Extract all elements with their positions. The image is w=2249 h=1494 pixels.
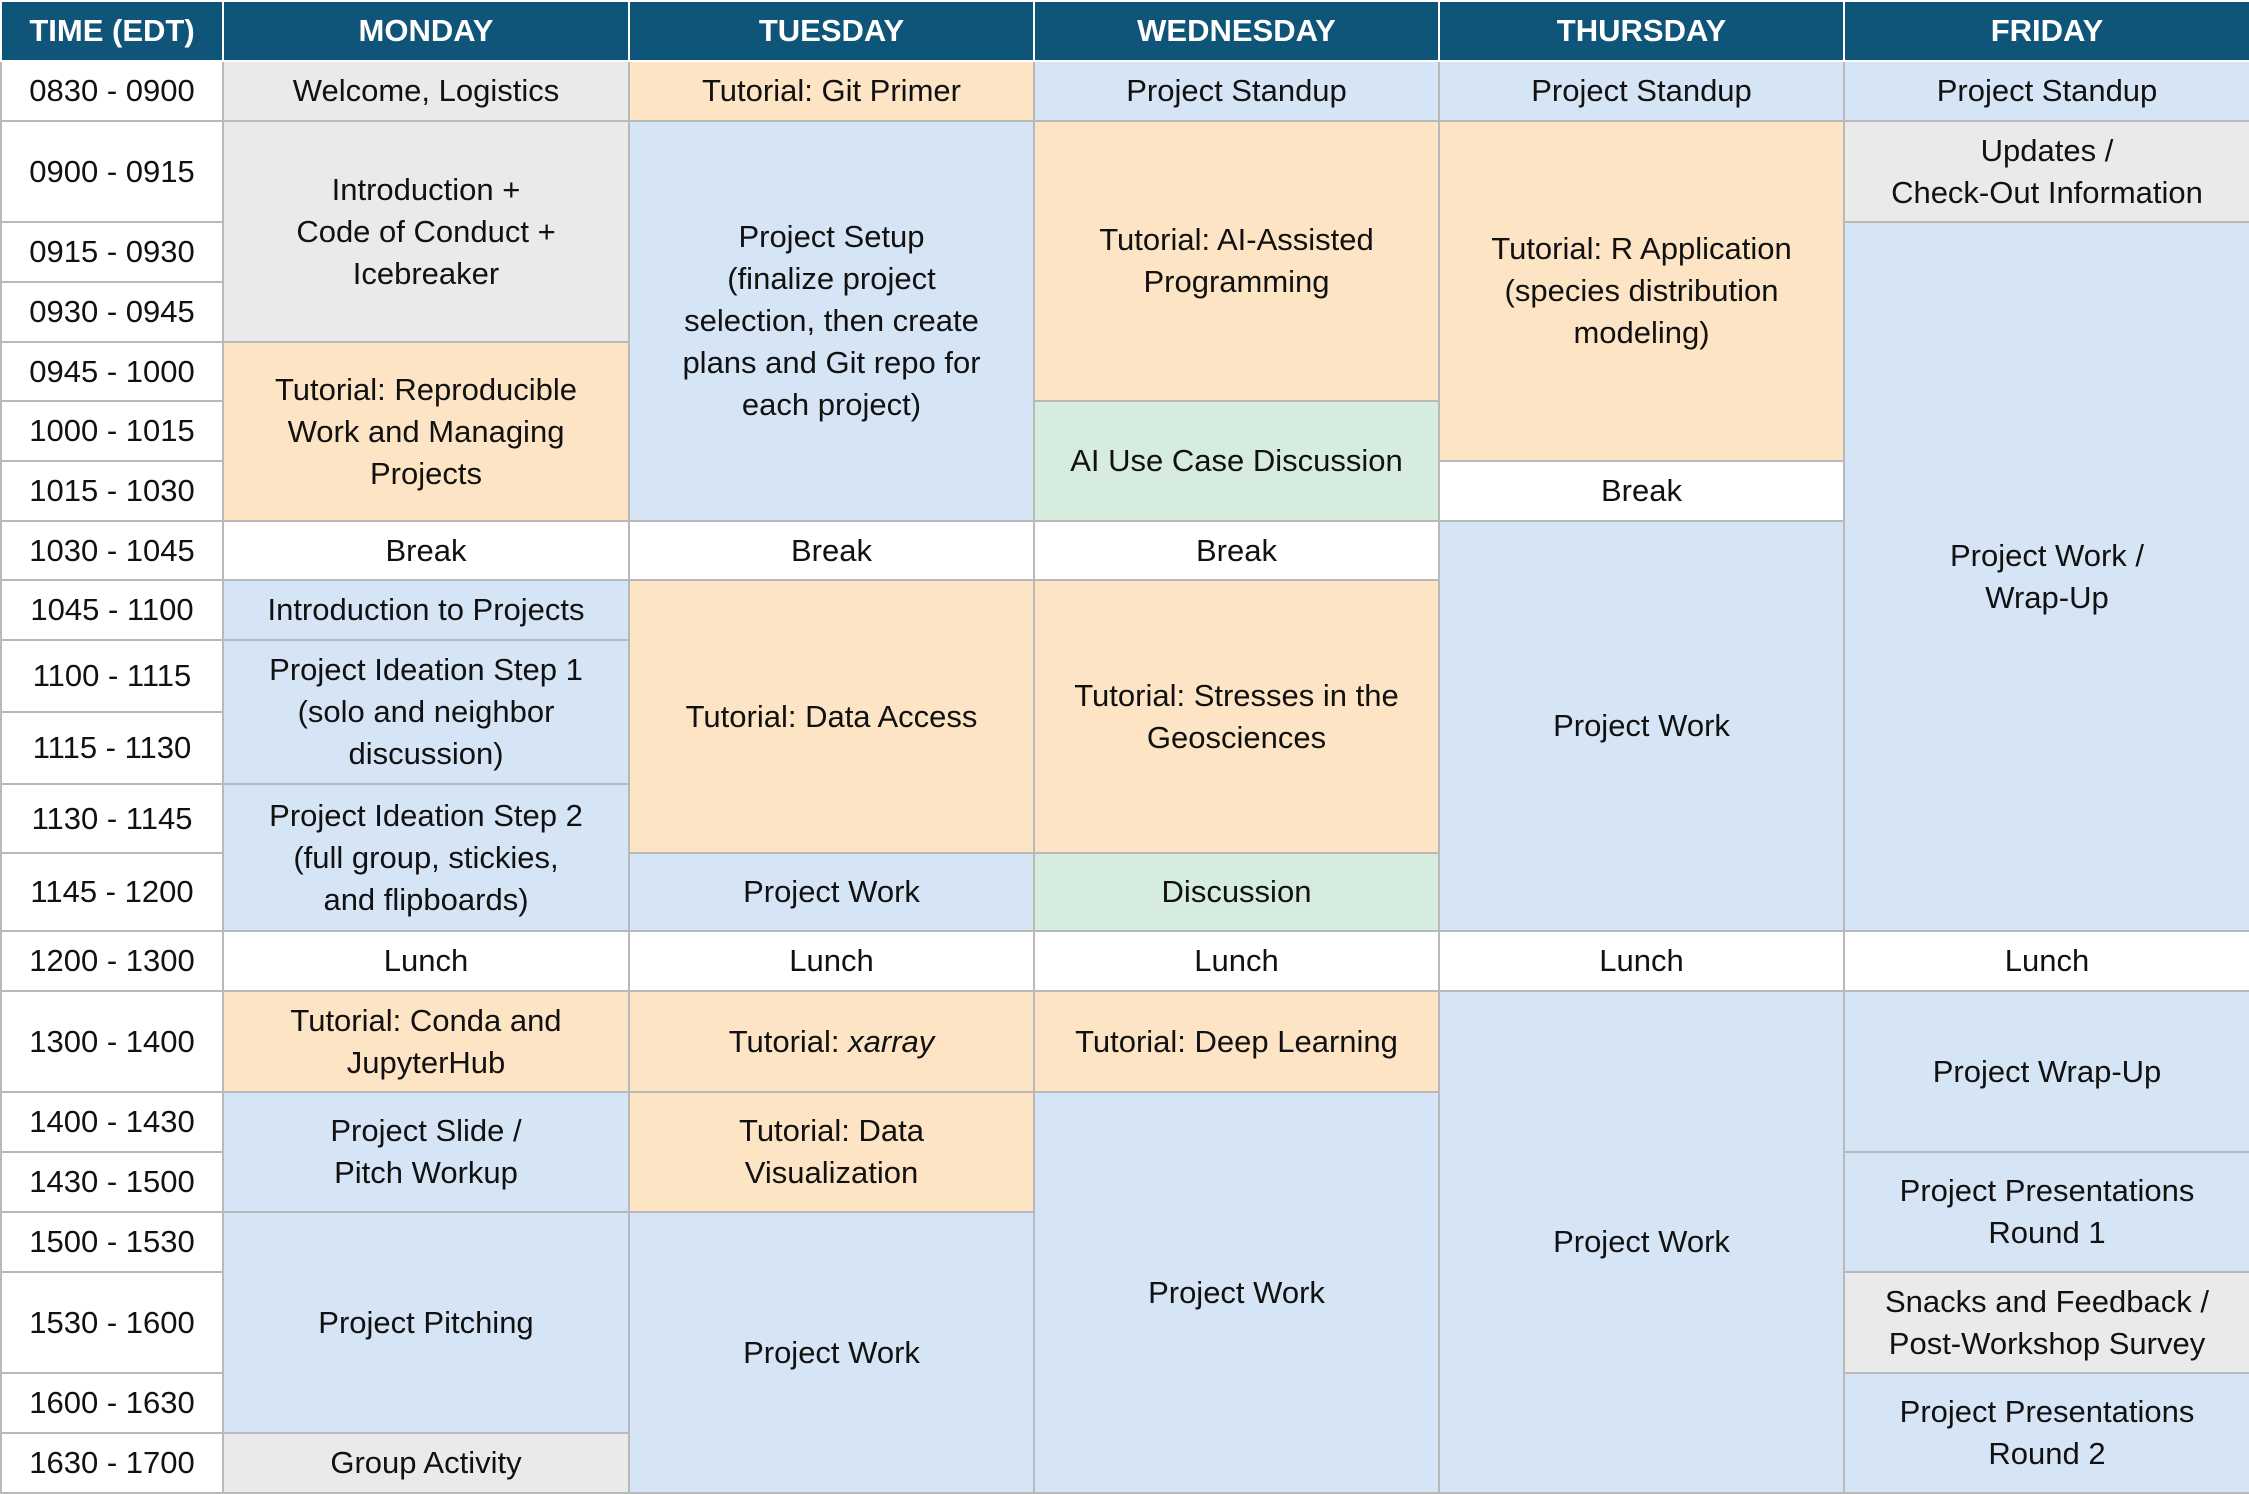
event-line: Break	[1196, 532, 1277, 568]
table-row	[1, 991, 2249, 1092]
time-cell: 1000 - 1015	[1, 401, 223, 461]
event-r-application	[1439, 121, 1844, 461]
event-project-work-thu-am	[1439, 521, 1844, 931]
event-line: Project Ideation Step 2	[269, 797, 583, 833]
event-group-activity	[223, 1433, 629, 1493]
event-line: Project Work /	[1949, 537, 2145, 573]
event-line: Programming	[1143, 264, 1330, 299]
event-line: Tutorial: Stresses in the	[1074, 677, 1399, 713]
event-line: Project Standup	[1126, 73, 1347, 108]
time-cell: 0945 - 1000	[1, 342, 223, 401]
event-line: Round 2	[1988, 1436, 2106, 1471]
event-line: Tutorial: R Application	[1491, 231, 1792, 266]
event-project-work-tue-pm	[629, 1212, 1034, 1493]
time-cell: 1300 - 1400	[1, 991, 223, 1092]
event-line: plans and Git repo for	[682, 345, 981, 380]
event-project-slide	[223, 1092, 629, 1212]
event-line: AI Use Case Discussion	[1070, 443, 1403, 478]
xarray-name: xarray	[848, 1023, 935, 1059]
event-line: Updates /	[1980, 132, 2114, 168]
time-cell: 1115 - 1130	[1, 712, 223, 784]
event-lunch-mon	[223, 931, 629, 991]
event-welcome-logistics	[223, 61, 629, 121]
event-project-ideation-2	[223, 784, 629, 931]
event-line: JupyterHub	[346, 1044, 506, 1080]
event-presentations-round-2	[1844, 1373, 2249, 1493]
xarray-prefix: Tutorial:	[728, 1023, 849, 1059]
event-line: Code of Conduct +	[296, 213, 556, 249]
event-line: Project Work	[1148, 1274, 1325, 1310]
time-cell: 1145 - 1200	[1, 853, 223, 931]
table-row	[1, 121, 2249, 222]
event-line: Tutorial: Reproducible	[274, 371, 578, 407]
time-cell: 0900 - 0915	[1, 121, 223, 222]
event-project-work-wed-pm	[1034, 1092, 1439, 1493]
event-line: Lunch	[1194, 943, 1279, 978]
event-line: (finalize project	[727, 261, 936, 296]
event-line: Project Work	[1553, 708, 1730, 743]
time-cell: 0930 - 0945	[1, 282, 223, 342]
event-line: Lunch	[2004, 943, 2090, 978]
time-cell: 0830 - 0900	[1, 61, 223, 121]
time-cell: 1045 - 1100	[1, 580, 223, 640]
event-line: Break	[385, 532, 467, 568]
event-project-standup-wed	[1034, 61, 1439, 121]
time-cell: 1130 - 1145	[1, 784, 223, 853]
event-line: Tutorial: Git Primer	[702, 73, 961, 108]
event-line: Lunch	[1599, 943, 1684, 978]
event-line: Wrap-Up	[1985, 579, 2109, 615]
time-cell: 1430 - 1500	[1, 1152, 223, 1212]
header-row	[1, 1, 2249, 61]
event-line: Visualization	[744, 1155, 919, 1190]
event-line: Project Setup	[738, 219, 925, 254]
event-project-ideation-1	[223, 640, 629, 784]
header-tuesday: TUESDAY	[629, 1, 1034, 61]
event-project-standup-fri	[1844, 61, 2249, 121]
event-line: modeling)	[1573, 315, 1710, 350]
time-cell: 1600 - 1630	[1, 1373, 223, 1433]
event-ai-use-case-discussion	[1034, 401, 1439, 521]
header-monday: MONDAY	[223, 1, 629, 61]
event-line: Tutorial: Data Access	[685, 698, 978, 734]
event-line: Project Standup	[1936, 73, 2158, 108]
event-lunch-tue	[629, 931, 1034, 991]
event-line: selection, then create	[684, 303, 979, 338]
event-line: (species distribution	[1504, 273, 1779, 308]
event-line: Tutorial: Deep Learning	[1075, 1023, 1398, 1059]
event-break-thu	[1439, 461, 1844, 521]
event-project-work-tue-am	[629, 853, 1034, 931]
header-time: TIME (EDT)	[1, 1, 223, 61]
event-line: Lunch	[383, 943, 469, 978]
time-cell: 1400 - 1430	[1, 1092, 223, 1152]
event-line: Geosciences	[1146, 719, 1327, 755]
event-line: Tutorial: Data	[739, 1113, 924, 1148]
event-discussion-wed	[1034, 853, 1439, 931]
table-row	[1, 931, 2249, 991]
event-line: discussion)	[348, 736, 504, 771]
event-snacks-feedback	[1844, 1272, 2249, 1373]
event-line: Project Standup	[1531, 73, 1752, 108]
event-line: Project Ideation Step 1	[269, 652, 583, 687]
event-line: Project Work	[1553, 1224, 1730, 1259]
event-project-setup	[629, 121, 1034, 521]
event-git-primer	[629, 61, 1034, 121]
event-updates-checkout	[1844, 121, 2249, 222]
event-xarray	[629, 991, 1034, 1092]
event-line: (solo and neighbor	[297, 694, 555, 729]
event-project-work-thu-pm	[1439, 991, 1844, 1493]
time-cell: 1100 - 1115	[1, 640, 223, 712]
event-line: Project Presentations	[1899, 1394, 2195, 1429]
event-line: Pitch Workup	[334, 1155, 518, 1190]
event-deep-learning	[1034, 991, 1439, 1092]
event-line: Lunch	[789, 943, 874, 978]
event-lunch-fri	[1844, 931, 2249, 991]
event-introduction	[223, 121, 629, 342]
event-line: Post-Workshop Survey	[1888, 1325, 2206, 1361]
event-line: Introduction to Projects	[267, 592, 585, 627]
event-line: Discussion	[1161, 874, 1312, 909]
event-data-access	[629, 580, 1034, 853]
event-break-mon	[223, 521, 629, 580]
event-line: Welcome, Logistics	[292, 73, 560, 108]
event-reproducible-work	[223, 342, 629, 521]
event-project-standup-thu	[1439, 61, 1844, 121]
event-project-pitching	[223, 1212, 629, 1433]
event-line: Project Work	[743, 874, 920, 909]
event-line: and flipboards)	[323, 881, 529, 917]
time-cell: 1630 - 1700	[1, 1433, 223, 1493]
event-line: Project Slide /	[330, 1113, 522, 1148]
event-line: Project Work	[743, 1334, 920, 1370]
event-line: Project Presentations	[1899, 1173, 2195, 1208]
event-line: Introduction +	[331, 171, 521, 207]
event-line: Tutorial: AI-Assisted	[1099, 222, 1374, 257]
event-line: Check-Out Information	[1891, 174, 2203, 210]
event-break-tue	[629, 521, 1034, 580]
event-line: Tutorial: Conda and	[290, 1002, 562, 1038]
event-line: Work and Managing	[287, 413, 565, 449]
event-project-wrap-up	[1844, 991, 2249, 1152]
event-line: Projects	[370, 455, 482, 491]
event-line: Break	[791, 532, 872, 568]
header-friday: FRIDAY	[1844, 1, 2249, 61]
header-thursday: THURSDAY	[1439, 1, 1844, 61]
event-line: Round 1	[1988, 1215, 2106, 1250]
event-line: Project Pitching	[318, 1304, 534, 1340]
time-cell: 1200 - 1300	[1, 931, 223, 991]
table-row	[1, 61, 2249, 121]
event-lunch-thu	[1439, 931, 1844, 991]
event-line: Icebreaker	[352, 255, 500, 291]
event-line: Break	[1601, 473, 1682, 508]
event-line: Snacks and Feedback /	[1885, 1283, 2209, 1319]
event-line: Group Activity	[330, 1445, 522, 1480]
event-conda-jupyterhub	[223, 991, 629, 1092]
event-line: Project Wrap-Up	[1932, 1053, 2162, 1089]
event-break-wed	[1034, 521, 1439, 580]
event-presentations-round-1	[1844, 1152, 2249, 1272]
header-wednesday: WEDNESDAY	[1034, 1, 1439, 61]
event-ai-assisted-programming	[1034, 121, 1439, 401]
event-data-visualization	[629, 1092, 1034, 1212]
time-cell: 1530 - 1600	[1, 1272, 223, 1373]
time-cell: 1015 - 1030	[1, 461, 223, 521]
time-cell: 1030 - 1045	[1, 521, 223, 580]
event-lunch-wed	[1034, 931, 1439, 991]
event-stresses-geosciences	[1034, 580, 1439, 853]
time-cell: 0915 - 0930	[1, 222, 223, 282]
event-line: (full group, stickies,	[293, 839, 559, 875]
time-cell: 1500 - 1530	[1, 1212, 223, 1272]
event-line: each project)	[741, 387, 922, 422]
event-project-work-wrap-up	[1844, 222, 2249, 931]
event-introduction-to-projects	[223, 580, 629, 640]
